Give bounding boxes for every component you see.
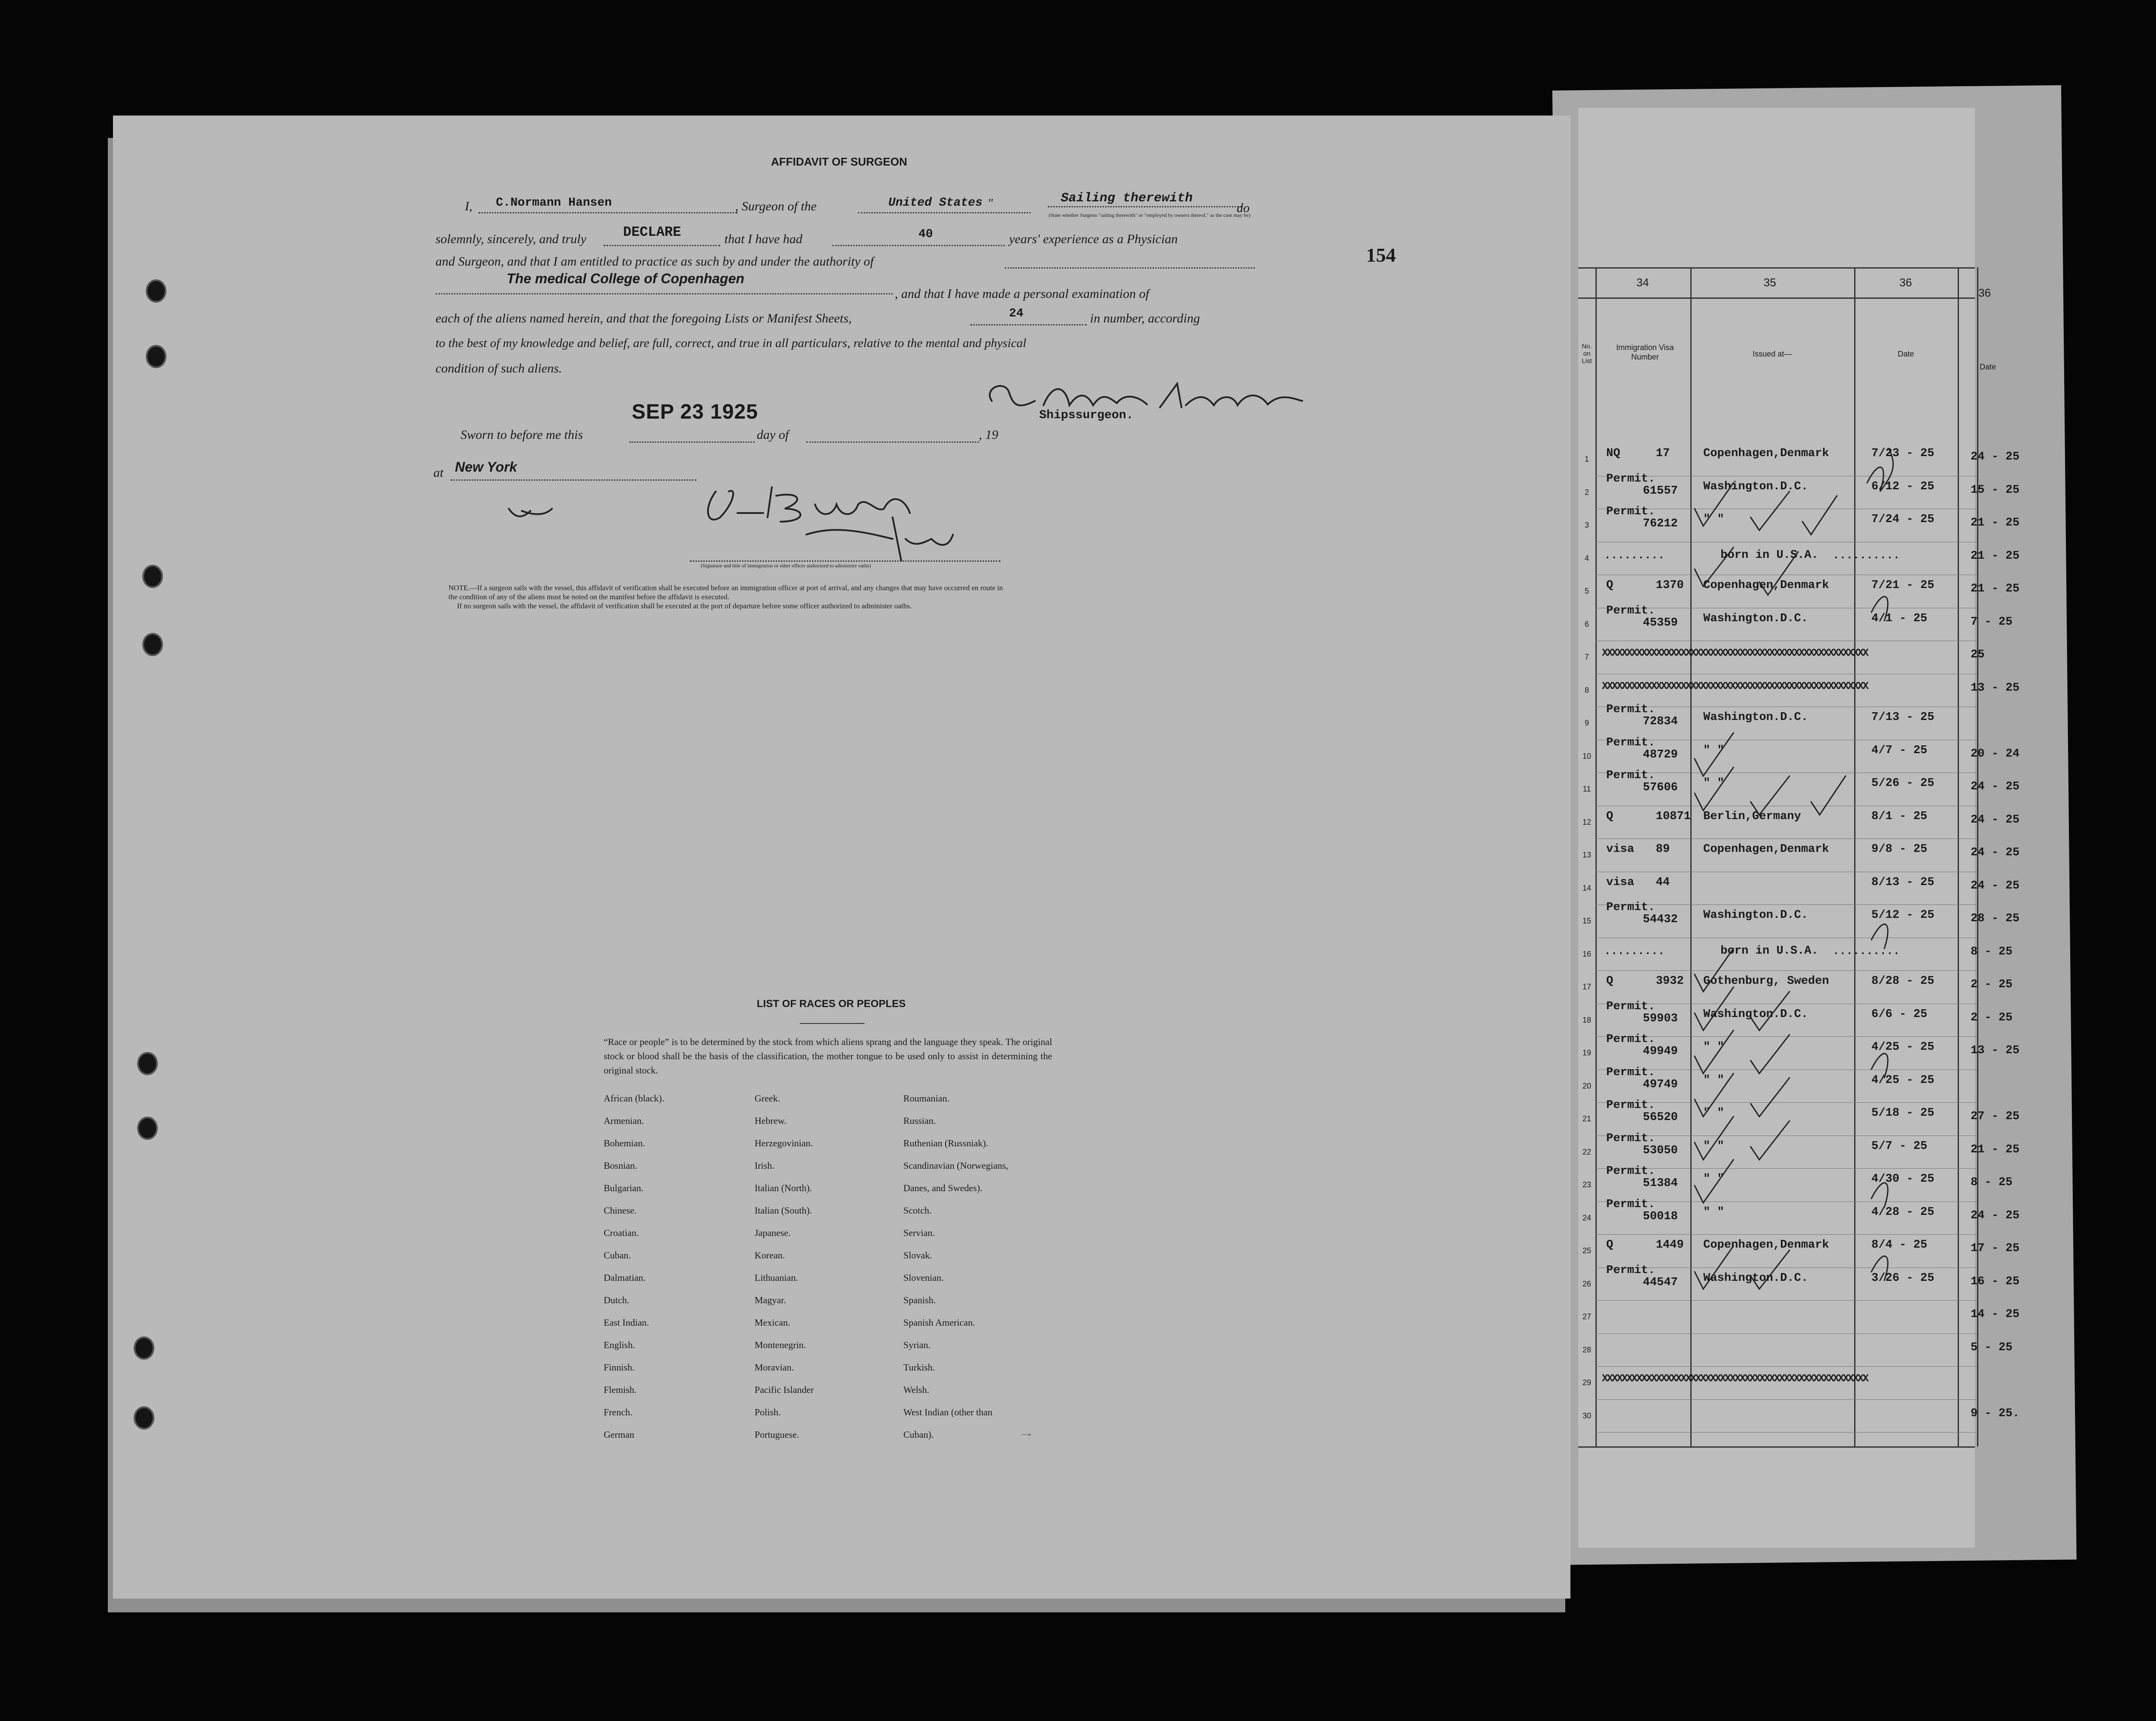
date-2: 8 - 25 bbox=[1971, 945, 2013, 958]
race-entry: Croatian. bbox=[604, 1227, 639, 1238]
visa-type: Permit. bbox=[1606, 1264, 1655, 1277]
visa-type: Permit. bbox=[1606, 1000, 1655, 1013]
visa-type: visa bbox=[1606, 843, 1634, 856]
header-no-on-list: No. on List bbox=[1582, 343, 1592, 365]
issue-date: 4/25 - 25 bbox=[1871, 1041, 1934, 1054]
issued-at: Washington.D.C. bbox=[1703, 1008, 1808, 1021]
row-number: 18 bbox=[1582, 1015, 1592, 1024]
cancelled-row: XXXXXXXXXXXXXXXXXXXXXXXXXXXXXXXXXXXXXXXXXXXXXXXXXXXXXX bbox=[1602, 1373, 1868, 1385]
issue-date: 6/12 - 25 bbox=[1871, 480, 1934, 493]
row-number: 8 bbox=[1584, 685, 1589, 695]
row-number: 2 bbox=[1584, 488, 1589, 497]
visa-number: 49749 bbox=[1643, 1078, 1678, 1091]
visa-number: 49949 bbox=[1643, 1045, 1678, 1058]
row-divider bbox=[1595, 1333, 1977, 1334]
date-2: 9 - 25. bbox=[1971, 1407, 2020, 1420]
row-number: 28 bbox=[1582, 1345, 1592, 1354]
race-entry: Spanish American. bbox=[903, 1317, 975, 1328]
note-line-2: the condition of any of the aliens must be noted on the manifest before the affidavit is executed. bbox=[448, 593, 730, 601]
row-number: 24 bbox=[1582, 1213, 1592, 1222]
race-entry: English. bbox=[604, 1339, 635, 1350]
race-entry: Hebrew. bbox=[755, 1115, 787, 1126]
date-2: 21 - 25 bbox=[1971, 549, 2020, 563]
visa-number: 61557 bbox=[1643, 484, 1678, 498]
affidavit-text: and Surgeon, and that I am entitled to practice as such by and under the authority of bbox=[436, 254, 874, 269]
issued-at: Copenhagen,Denmark bbox=[1703, 579, 1829, 592]
visa-type: Permit. bbox=[1606, 769, 1655, 782]
race-entry: Bohemian. bbox=[604, 1138, 645, 1148]
col-num-34: 34 bbox=[1636, 276, 1649, 289]
races-title: LIST OF RACES OR PEOPLES bbox=[757, 998, 906, 1010]
race-entry: Scandinavian (Norwegians, bbox=[903, 1160, 1009, 1171]
visa-number: 45359 bbox=[1643, 616, 1678, 629]
signature-caption: (Signature and title of immigration or other officer authorized to administer oaths) bbox=[701, 563, 871, 569]
issued-at: Gothenburg, Sweden bbox=[1703, 975, 1829, 988]
surgeon-name: C.Normann Hansen bbox=[496, 196, 612, 210]
row-number: 29 bbox=[1582, 1378, 1592, 1387]
issue-date: 5/12 - 25 bbox=[1871, 909, 1934, 922]
date-2: 24 - 25 bbox=[1971, 1209, 2020, 1222]
date-2: 16 - 25 bbox=[1971, 1275, 2020, 1288]
issue-date: 4/7 - 25 bbox=[1871, 744, 1927, 757]
date-2: 2 - 25 bbox=[1971, 1011, 2013, 1024]
vessel-name: United States bbox=[888, 196, 983, 210]
check-marks bbox=[1682, 431, 1984, 1293]
date-2: 14 - 25 bbox=[1971, 1308, 2020, 1321]
binder-hole bbox=[146, 279, 166, 303]
issued-at: " " bbox=[1703, 744, 1724, 757]
row-number: 21 bbox=[1582, 1114, 1592, 1123]
dotted-line: .......... bbox=[1833, 548, 1900, 562]
binder-hole bbox=[146, 345, 166, 368]
races-intro: “Race or people” is to be determined by the stock from which aliens sprang and the language they speak. The original stock or blood shall be the basis of the classification, the mother tongue to be used only to assist in determining the original stock. bbox=[604, 1036, 1052, 1076]
race-entry: Pacific Islander bbox=[755, 1384, 814, 1395]
race-entry: Slovenian. bbox=[903, 1272, 944, 1283]
visa-type: Permit. bbox=[1606, 1132, 1655, 1145]
surgeon-title: Shipssurgeon. bbox=[1039, 409, 1134, 422]
affidavit-title: AFFIDAVIT OF SURGEON bbox=[771, 155, 907, 168]
date-2: 8 - 25 bbox=[1971, 1176, 2013, 1189]
visa-type: Permit. bbox=[1606, 1066, 1655, 1079]
row-number: 16 bbox=[1582, 949, 1592, 958]
date-2: 17 - 25 bbox=[1971, 1242, 2020, 1255]
affidavit-text: condition of such aliens. bbox=[436, 361, 562, 375]
visa-number: 51384 bbox=[1643, 1177, 1678, 1190]
issued-at: " " bbox=[1703, 1073, 1724, 1087]
date-2: 2 - 25 bbox=[1971, 978, 2013, 991]
visa-type: Permit. bbox=[1606, 505, 1655, 518]
row-divider bbox=[1595, 1300, 1977, 1301]
visa-number: 50018 bbox=[1643, 1210, 1678, 1223]
page-number: 154 bbox=[1366, 244, 1396, 266]
affidavit-text: years' experience as a Physician bbox=[1009, 232, 1178, 246]
affidavit-text: to the best of my knowledge and belief, are full, correct, and true in all particulars, relative to the mental and physical bbox=[436, 336, 1027, 350]
binder-hole bbox=[142, 565, 163, 588]
date-stamp: SEP 23 1925 bbox=[632, 401, 758, 423]
row-number: 25 bbox=[1582, 1246, 1592, 1255]
visa-number: 1370 bbox=[1656, 579, 1684, 592]
issue-date: 7/24 - 25 bbox=[1871, 513, 1934, 526]
issue-date: 5/7 - 25 bbox=[1871, 1139, 1927, 1153]
race-entry: Scotch. bbox=[903, 1205, 932, 1216]
visa-number: 59903 bbox=[1643, 1012, 1678, 1025]
date-2: 24 - 25 bbox=[1971, 813, 2020, 826]
date-2: 21 - 25 bbox=[1971, 1143, 2020, 1156]
visa-type: Permit. bbox=[1606, 901, 1655, 914]
row-number: 5 bbox=[1584, 587, 1589, 595]
header-date: Date bbox=[1897, 350, 1915, 358]
date-2: 24 - 25 bbox=[1971, 879, 2020, 892]
officer-signature bbox=[505, 474, 1022, 569]
race-entry: Herzegovinian. bbox=[755, 1138, 813, 1148]
race-entry: Slovak. bbox=[903, 1250, 932, 1261]
binder-hole bbox=[134, 1336, 154, 1360]
authority-name: The medical College of Copenhagen bbox=[507, 271, 745, 286]
visa-type: Permit. bbox=[1606, 472, 1655, 485]
race-entry: Spanish. bbox=[903, 1295, 936, 1305]
race-entry: Servian. bbox=[903, 1227, 935, 1238]
race-entry: Cuban). bbox=[903, 1429, 934, 1440]
race-entry: Italian (North). bbox=[755, 1183, 812, 1193]
race-entry: Flemish. bbox=[604, 1384, 637, 1395]
race-entry: Lithuanian. bbox=[755, 1272, 798, 1283]
binder-hole bbox=[134, 1406, 154, 1430]
col-num-36b: 36 bbox=[1978, 286, 1991, 299]
race-entry: Roumanian. bbox=[903, 1093, 950, 1104]
row-number: 19 bbox=[1582, 1048, 1592, 1057]
race-entry: West Indian (other than bbox=[903, 1407, 993, 1417]
race-entry: Bulgarian. bbox=[604, 1183, 644, 1193]
date-2: 13 - 25 bbox=[1971, 1044, 2020, 1057]
issued-at: " " bbox=[1703, 1173, 1724, 1186]
race-entry: Montenegrin. bbox=[755, 1339, 806, 1350]
issue-date: 4/25 - 25 bbox=[1871, 1073, 1934, 1087]
race-entry: Ruthenian (Russniak). bbox=[903, 1138, 988, 1148]
issued-at: " " bbox=[1703, 1041, 1724, 1054]
col-num-36: 36 bbox=[1899, 276, 1912, 289]
affidavit-text: I, bbox=[465, 199, 473, 213]
visa-type: Q bbox=[1606, 579, 1614, 592]
issue-date: 7/13 - 25 bbox=[1871, 711, 1934, 724]
race-entry: East Indian. bbox=[604, 1317, 649, 1328]
note-line-3: If no surgeon sails with the vessel, the affidavit of verification shall be executed at the port of departure before some officer authorized to administer oaths. bbox=[457, 602, 912, 610]
visa-type: Q bbox=[1606, 1239, 1614, 1252]
race-entry: Dalmatian. bbox=[604, 1272, 646, 1283]
issue-date: 5/18 - 25 bbox=[1871, 1107, 1934, 1120]
note-line-1: NOTE.—If a surgeon sails with the vessel, this affidavit of verification shall be executed before an immigration officer at port of arrival, and any changes that may have occurred en route in bbox=[448, 584, 1003, 592]
race-entry: Dutch. bbox=[604, 1295, 630, 1305]
header-issued-at: Issued at— bbox=[1752, 350, 1792, 358]
cancelled-row: XXXXXXXXXXXXXXXXXXXXXXXXXXXXXXXXXXXXXXXXXXXXXXXXXXXXXX bbox=[1602, 648, 1868, 659]
visa-number: 54432 bbox=[1643, 913, 1678, 926]
visa-type: visa bbox=[1606, 876, 1634, 889]
issue-date: 9/8 - 25 bbox=[1871, 843, 1927, 856]
place-name: New York bbox=[455, 459, 517, 475]
issued-at: Berlin,Germany bbox=[1703, 810, 1801, 823]
issued-at: " " bbox=[1703, 513, 1724, 526]
affidavit-text: , and that I have made a personal examination of bbox=[895, 287, 1149, 301]
issue-date: 8/28 - 25 bbox=[1871, 975, 1934, 988]
race-entry: Welsh. bbox=[903, 1384, 929, 1395]
visa-number: 44547 bbox=[1643, 1276, 1678, 1289]
date-2: 24 - 25 bbox=[1971, 780, 2020, 793]
row-number: 26 bbox=[1582, 1279, 1592, 1288]
race-entry: Turkish. bbox=[903, 1362, 935, 1373]
affidavit-text: solemnly, sincerely, and truly bbox=[436, 232, 586, 246]
visa-number: 44 bbox=[1656, 876, 1670, 889]
race-entry: Finnish. bbox=[604, 1362, 635, 1373]
row-number: 27 bbox=[1582, 1312, 1592, 1321]
visa-type: Permit. bbox=[1606, 703, 1655, 716]
issue-date: 3/26 - 25 bbox=[1871, 1271, 1934, 1285]
date-2: 20 - 24 bbox=[1971, 747, 2020, 760]
row-number: 3 bbox=[1584, 521, 1589, 529]
visa-number: 76212 bbox=[1643, 517, 1678, 530]
surgeon-status: Sailing therewith bbox=[1061, 191, 1193, 206]
header-visa-number: Immigration Visa Number bbox=[1616, 343, 1674, 361]
issued-at: " " bbox=[1703, 1107, 1724, 1120]
years-experience: 40 bbox=[918, 228, 933, 241]
visa-type: Permit. bbox=[1606, 736, 1655, 749]
issue-date: 4/30 - 25 bbox=[1871, 1173, 1934, 1186]
date-2: 21 - 25 bbox=[1971, 516, 2020, 529]
date-2: 24 - 25 bbox=[1971, 451, 2020, 463]
affidavit-text: Sworn to before me this bbox=[461, 428, 583, 442]
visa-number: 53050 bbox=[1643, 1144, 1678, 1157]
race-entry: Mexican. bbox=[755, 1317, 790, 1328]
date-2: 25 bbox=[1971, 648, 1985, 661]
dotted-line: ......... bbox=[1604, 944, 1665, 958]
visa-number: 57606 bbox=[1643, 781, 1678, 794]
row-divider bbox=[1595, 1432, 1977, 1433]
issued-at: Washington.D.C. bbox=[1703, 909, 1808, 922]
visa-number: 3932 bbox=[1656, 975, 1684, 988]
issued-at: " " bbox=[1703, 1139, 1724, 1153]
issue-date: 8/13 - 25 bbox=[1871, 876, 1934, 889]
issued-at: Washington.D.C. bbox=[1703, 612, 1808, 625]
row-number: 13 bbox=[1582, 851, 1592, 859]
visa-type: Permit. bbox=[1606, 1033, 1655, 1046]
visa-number: 56520 bbox=[1643, 1111, 1678, 1124]
dotted-line: ......... bbox=[1604, 548, 1665, 562]
race-entry: Russian. bbox=[903, 1115, 936, 1126]
race-entry: Magyar. bbox=[755, 1295, 786, 1305]
affidavit-text: day of bbox=[757, 428, 789, 442]
row-number: 7 bbox=[1584, 653, 1589, 661]
race-entry: Irish. bbox=[755, 1160, 774, 1171]
race-entry: Greek. bbox=[755, 1093, 780, 1104]
page-mark: —« bbox=[1022, 1431, 1031, 1438]
issue-date: 7/21 - 25 bbox=[1871, 579, 1934, 592]
row-number: 14 bbox=[1582, 883, 1592, 892]
affidavit-text: do bbox=[1237, 201, 1250, 215]
issued-at: Washington.D.C. bbox=[1703, 1271, 1808, 1285]
row-number: 30 bbox=[1582, 1411, 1592, 1420]
visa-type: Permit. bbox=[1606, 1099, 1655, 1112]
row-number: 20 bbox=[1582, 1081, 1592, 1090]
affidavit-text: , 19 bbox=[979, 428, 998, 442]
sheet-count: 24 bbox=[1009, 307, 1024, 320]
visa-number: 48729 bbox=[1643, 748, 1678, 761]
issued-at: Washington.D.C. bbox=[1703, 711, 1808, 724]
affidavit-text: that I have had bbox=[724, 232, 802, 246]
col-num-35: 35 bbox=[1764, 276, 1776, 289]
visa-number: 17 bbox=[1656, 447, 1670, 460]
row-number: 9 bbox=[1584, 719, 1589, 727]
race-entry: Cuban. bbox=[604, 1250, 631, 1261]
issued-at: Copenhagen,Denmark bbox=[1703, 447, 1829, 460]
date-2: 21 - 25 bbox=[1971, 582, 2020, 595]
binder-hole bbox=[137, 1117, 158, 1140]
row-number: 4 bbox=[1584, 554, 1589, 563]
visa-number: 72834 bbox=[1643, 715, 1678, 728]
date-2: 7 - 25 bbox=[1971, 615, 2013, 629]
issue-date: 4/1 - 25 bbox=[1871, 612, 1927, 625]
binder-hole bbox=[142, 633, 163, 656]
visa-number: 1449 bbox=[1656, 1239, 1684, 1252]
row-number: 10 bbox=[1582, 751, 1592, 760]
race-entry: African (black). bbox=[604, 1093, 664, 1104]
issued-at: Washington.D.C. bbox=[1703, 480, 1808, 493]
row-number: 11 bbox=[1583, 785, 1591, 793]
race-entry: Moravian. bbox=[755, 1362, 794, 1373]
affidavit-text: in number, according bbox=[1090, 311, 1200, 325]
date-2: 5 - 25 bbox=[1971, 1341, 2013, 1354]
visa-type: Permit. bbox=[1606, 604, 1655, 617]
race-entry: Chinese. bbox=[604, 1205, 637, 1216]
row-divider bbox=[1595, 1366, 1977, 1367]
affidavit-text: " bbox=[987, 196, 993, 210]
race-entry: Korean. bbox=[755, 1250, 785, 1261]
declare-word: DECLARE bbox=[623, 224, 681, 240]
race-entry: German bbox=[604, 1429, 634, 1440]
race-entry: Armenian. bbox=[604, 1115, 644, 1126]
row-number: 15 bbox=[1582, 917, 1592, 925]
race-entry: Bosnian. bbox=[604, 1160, 637, 1171]
date-2: 13 - 25 bbox=[1971, 681, 2020, 695]
cancelled-row: XXXXXXXXXXXXXXXXXXXXXXXXXXXXXXXXXXXXXXXXXXXXXXXXXXXXXX bbox=[1602, 680, 1868, 692]
row-divider bbox=[1595, 1399, 1977, 1400]
issue-date: 7/23 - 25 bbox=[1871, 447, 1934, 460]
row-number: 1 bbox=[1584, 455, 1589, 463]
date-2: 28 - 25 bbox=[1971, 912, 2020, 925]
visa-number: 10871 bbox=[1656, 810, 1691, 823]
binder-hole bbox=[137, 1052, 158, 1075]
issued-at: " " bbox=[1703, 777, 1724, 790]
affidavit-text: at bbox=[433, 466, 444, 480]
race-entry: French. bbox=[604, 1407, 633, 1417]
issue-date: 5/26 - 25 bbox=[1871, 777, 1934, 790]
header-date-2: Date bbox=[1979, 363, 1996, 371]
date-2: 24 - 25 bbox=[1971, 846, 2020, 859]
race-entry: Polish. bbox=[755, 1407, 781, 1417]
issued-at: " " bbox=[1703, 1205, 1724, 1219]
issue-date: 6/6 - 25 bbox=[1871, 1008, 1927, 1021]
race-entry: Danes, and Swedes). bbox=[903, 1183, 983, 1193]
race-entry: Portuguese. bbox=[755, 1429, 799, 1440]
date-2: 15 - 25 bbox=[1971, 483, 2020, 497]
row-number: 17 bbox=[1582, 983, 1592, 991]
visa-type: Permit. bbox=[1606, 1198, 1655, 1211]
dotted-line: .......... bbox=[1833, 944, 1900, 958]
row-number: 22 bbox=[1582, 1147, 1592, 1156]
issued-at: Copenhagen,Denmark bbox=[1703, 843, 1829, 856]
visa-type: Q bbox=[1606, 975, 1614, 988]
race-entry: Japanese. bbox=[755, 1227, 791, 1238]
visa-number: 89 bbox=[1656, 843, 1670, 856]
issue-date: 8/4 - 25 bbox=[1871, 1239, 1927, 1252]
issue-date: 8/1 - 25 bbox=[1871, 810, 1927, 823]
issued-at: Copenhagen,Denmark bbox=[1703, 1239, 1829, 1252]
affidavit-text: , Surgeon of the bbox=[735, 199, 817, 213]
sailing-caption: (State whether Surgeon "sailing therewith" or "employed by owners thereof," as the case may be) bbox=[1049, 212, 1250, 218]
row-number: 12 bbox=[1582, 817, 1592, 826]
race-entry: Syrian. bbox=[903, 1339, 931, 1350]
born-in-usa: born in U.S.A. bbox=[1720, 944, 1818, 958]
row-number: 6 bbox=[1584, 620, 1589, 629]
date-2: 27 - 25 bbox=[1971, 1110, 2020, 1123]
visa-type: Permit. bbox=[1606, 1165, 1655, 1178]
row-number: 23 bbox=[1582, 1180, 1592, 1189]
issue-date: 4/28 - 25 bbox=[1871, 1205, 1934, 1219]
race-entry: Italian (South). bbox=[755, 1205, 812, 1216]
born-in-usa: born in U.S.A. bbox=[1720, 548, 1818, 562]
surgeon-signature bbox=[979, 375, 1307, 422]
affidavit-text: each of the aliens named herein, and that the foregoing Lists or Manifest Sheets, bbox=[436, 311, 852, 325]
visa-type: Q bbox=[1606, 810, 1614, 823]
visa-type: NQ bbox=[1606, 447, 1620, 460]
